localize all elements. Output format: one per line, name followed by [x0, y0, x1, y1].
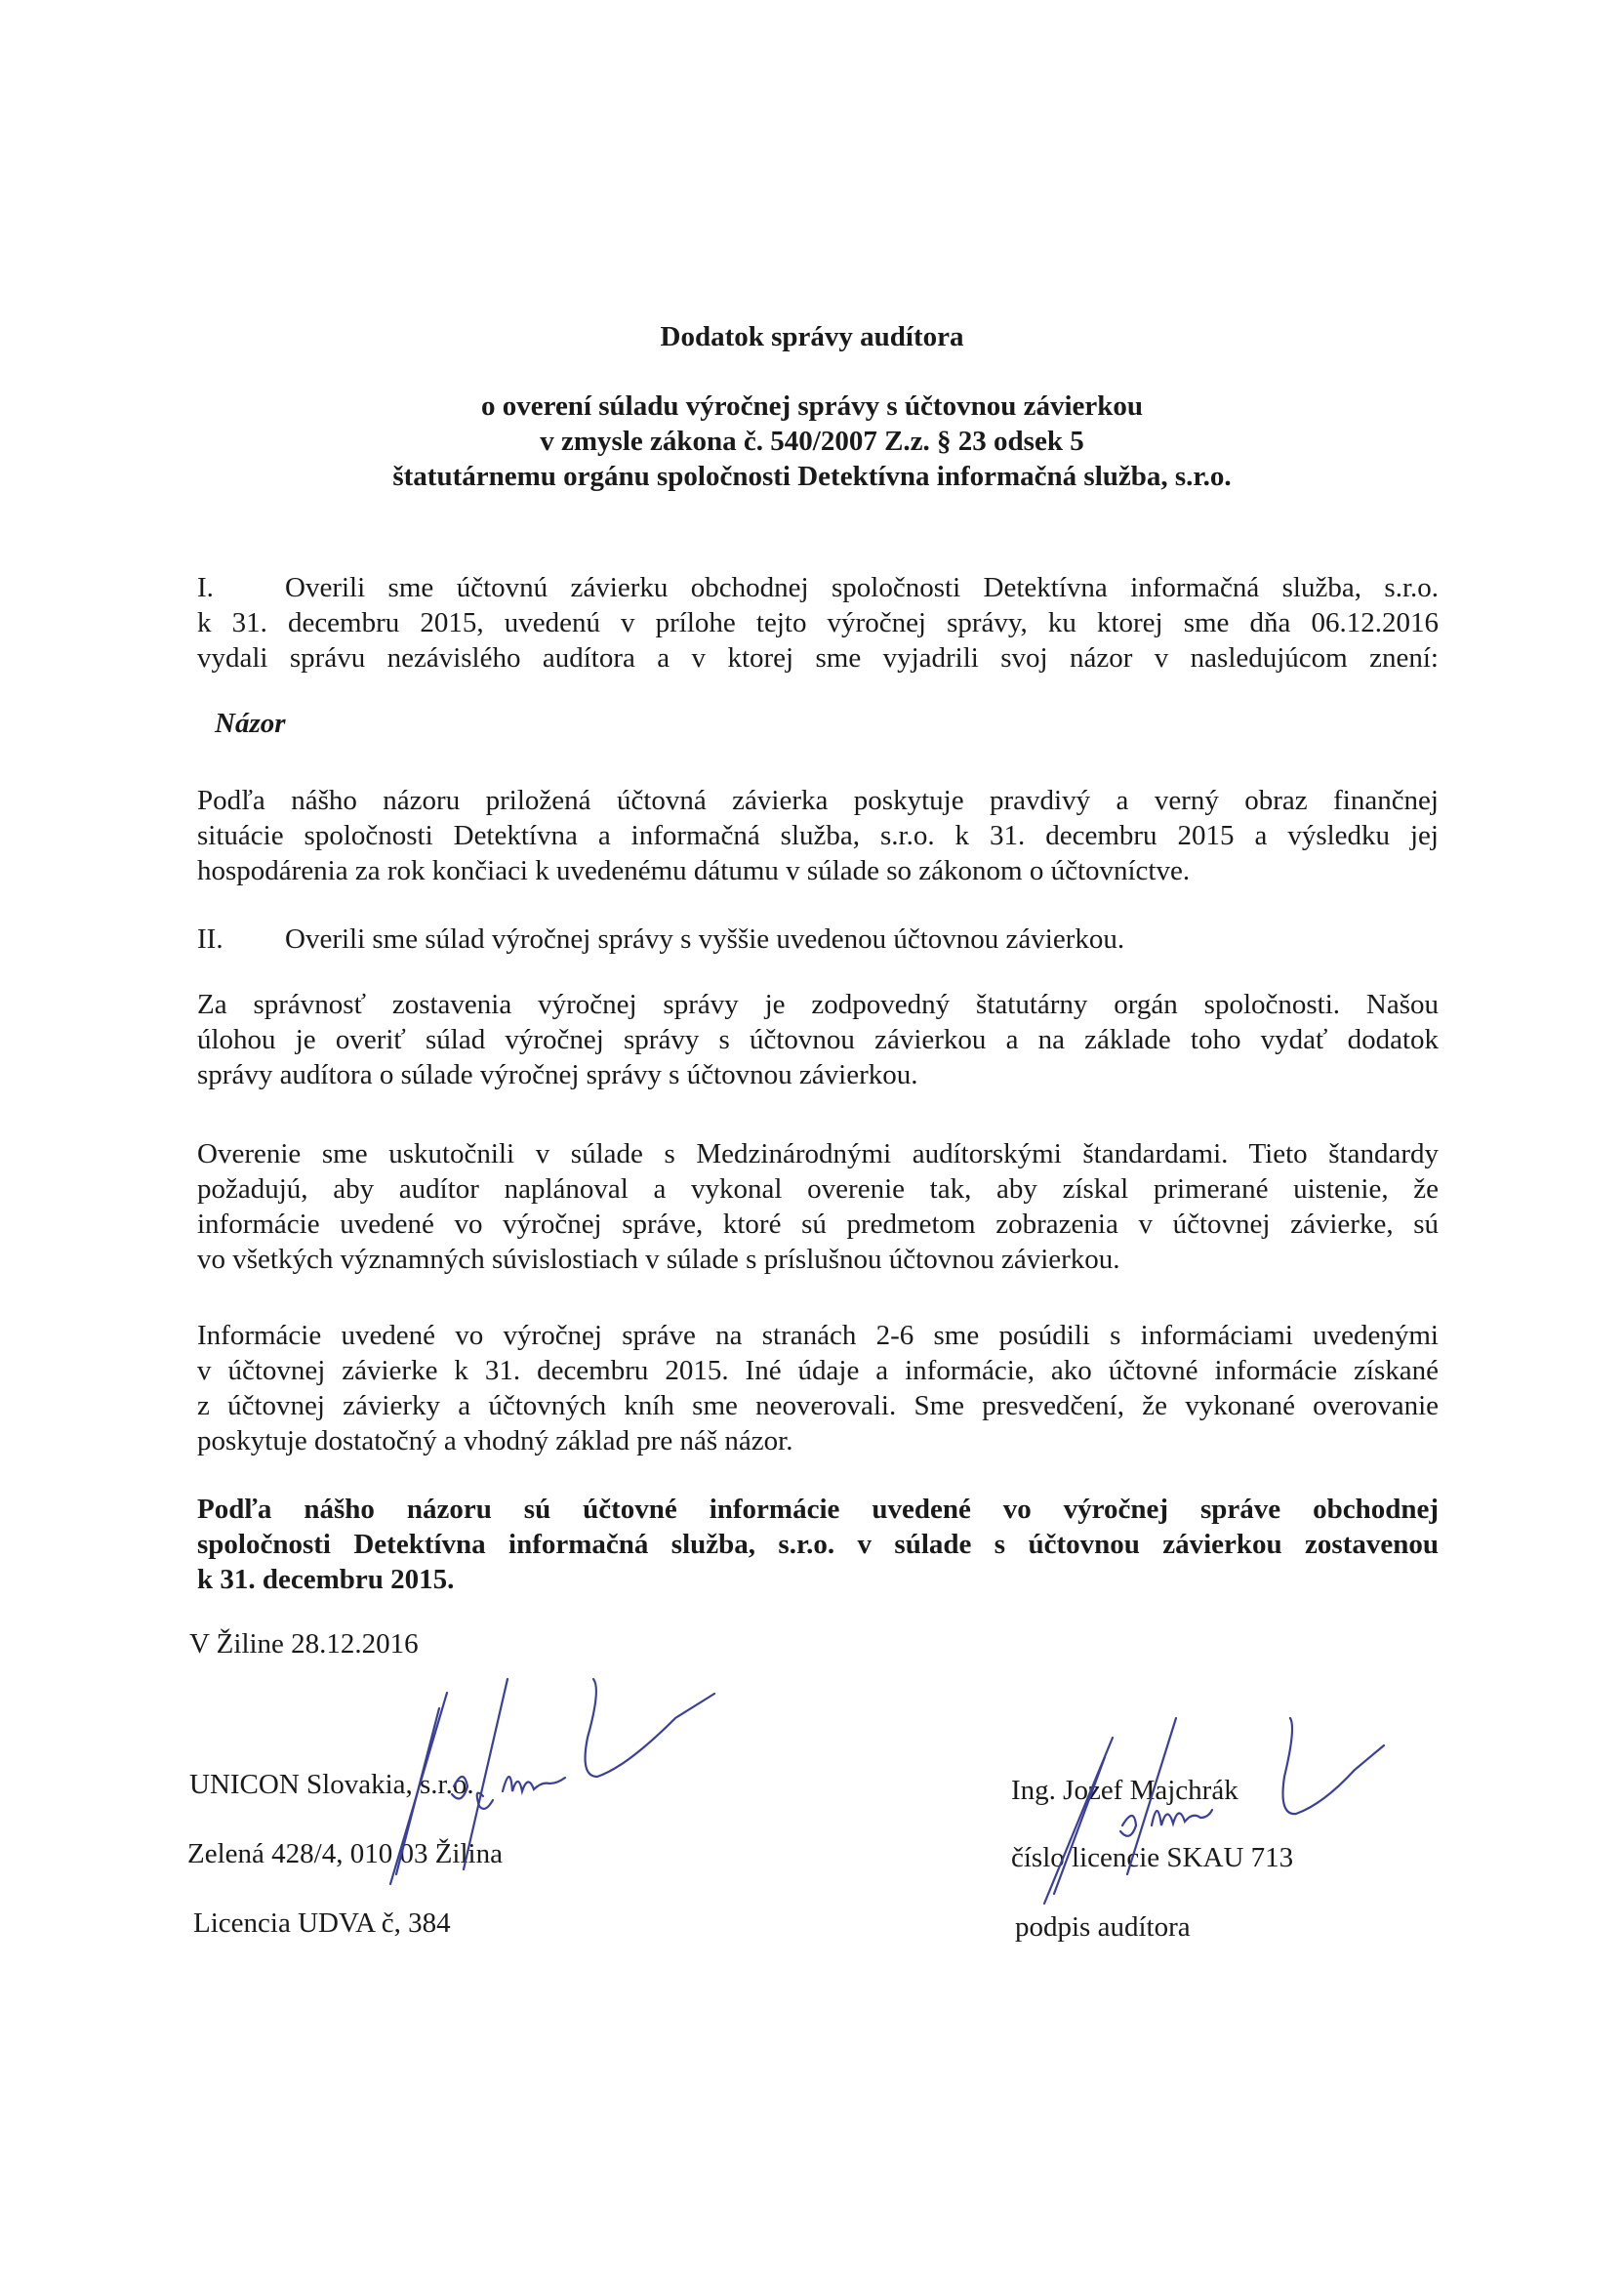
text-line: informácie uvedené vo výročnej správe, ktoré sú predmetom zobrazenia v účtovnej závierke, sú	[197, 1209, 1439, 1240]
left-signature	[332, 1650, 742, 1904]
document-subtitle	[0, 389, 1624, 494]
text-line: vo všetkých významných súvislostiach v súlade s príslušnou účtovnou závierkou.	[197, 1244, 1120, 1275]
place-date: V Žiline 28.12.2016	[189, 1628, 419, 1660]
text-line: Overili sme súlad výročnej správy s vyššie uvedenou účtovnou závierkou.	[285, 923, 1125, 955]
text-line: Informácie uvedené vo výročnej správe na stranách 2-6 sme posúdili s informáciami uvedenými	[197, 1320, 1439, 1351]
information-paragraph	[197, 1318, 1439, 1458]
text-line: situácie spoločnosti Detektívna a informačná služba, s.r.o. k 31. decembru 2015 a výsledku jej	[197, 820, 1439, 851]
text-line: Za správnosť zostavenia výročnej správy je zodpovedný štatutárny orgán spoločnosti. Našou	[197, 989, 1439, 1020]
text-line: spoločnosti Detektívna informačná služba, s.r.o. v súlade s účtovnou závierkou zostavenou	[197, 1529, 1439, 1560]
right-name: Ing. Jozef Majchrák	[1011, 1775, 1238, 1806]
text-line: z účtovnej závierky a účtovných kníh sme neoverovali. Sme presvedčení, že vykonané overovanie	[197, 1390, 1439, 1421]
opinion-paragraph	[197, 783, 1439, 888]
right-role: podpis audítora	[1015, 1911, 1191, 1943]
section-number: I.	[197, 572, 214, 603]
text-line: hospodárenia za rok končiaci k uvedenému dátumu v súlade so zákonom o účtovníctve.	[197, 855, 1191, 886]
section-2	[197, 922, 1439, 957]
text-line: Podľa nášho názoru priložená účtovná závierka poskytuje pravdivý a verný obraz finančnej	[197, 785, 1439, 816]
standards-paragraph	[197, 1136, 1439, 1277]
section-1	[197, 570, 1439, 676]
section-number: II.	[197, 923, 223, 955]
left-company: UNICON Slovakia, s.r.o.	[189, 1769, 474, 1800]
section-1-line: I. Overili sme účtovnú závierku obchodnej spoločnosti Detektívna informačná služba, s.r.o.	[197, 572, 1439, 603]
document-title: Dodatok správy audítora	[660, 321, 964, 352]
left-address: Zelená 428/4, 010 03 Žilina	[187, 1838, 503, 1869]
section-1-line: k 31. decembru 2015, uvedenú v prílohe tejto výročnej správy, ku ktorej sme dňa 06.12.2016	[197, 607, 1439, 638]
section-1-line: vydali správu nezávislého audítora a v ktorej sme vyjadrili svoj názor v nasledujúcom znení:	[197, 642, 1439, 674]
text-line: Overenie sme uskutočnili v súlade s Medzinárodnými audítorskými štandardami. Tieto štandardy	[197, 1138, 1439, 1169]
text-line: požadujú, aby audítor naplánoval a vykonal overenie tak, aby získal primerané uistenie, že	[197, 1173, 1439, 1205]
text-line: správy audítora o súlade výročnej správy s účtovnou závierkou.	[197, 1059, 918, 1090]
text-line: k 31. decembru 2015.	[197, 1564, 455, 1595]
opinion-heading: Názor	[215, 708, 286, 739]
text-line: úlohou je overiť súlad výročnej správy s účtovnou závierkou a na základe toho vydať dodatok	[197, 1024, 1439, 1055]
responsibility-paragraph	[197, 987, 1439, 1092]
subtitle-line: o overení súladu výročnej správy s účtovnou závierkou	[480, 390, 1144, 422]
subtitle-line: štatutárnemu orgánu spoločnosti Detektívna informačná služba, s.r.o.	[392, 461, 1232, 492]
text-line: Podľa nášho názoru sú účtovné informácie uvedené vo výročnej správe obchodnej	[197, 1494, 1439, 1525]
left-license: Licencia UDVA č, 384	[193, 1907, 451, 1939]
text-line: v účtovnej závierke k 31. decembru 2015. Iné údaje a informácie, ako účtovné informácie získané	[197, 1355, 1439, 1386]
subtitle-line: v zmysle zákona č. 540/2007 Z.z. § 23 odsek 5	[540, 426, 1084, 457]
right-license: číslo licencie SKAU 713	[1011, 1842, 1294, 1873]
text-line: poskytuje dostatočný a vhodný základ pre náš názor.	[197, 1425, 793, 1456]
right-signature	[1015, 1679, 1444, 1913]
conclusion-paragraph	[197, 1492, 1439, 1597]
